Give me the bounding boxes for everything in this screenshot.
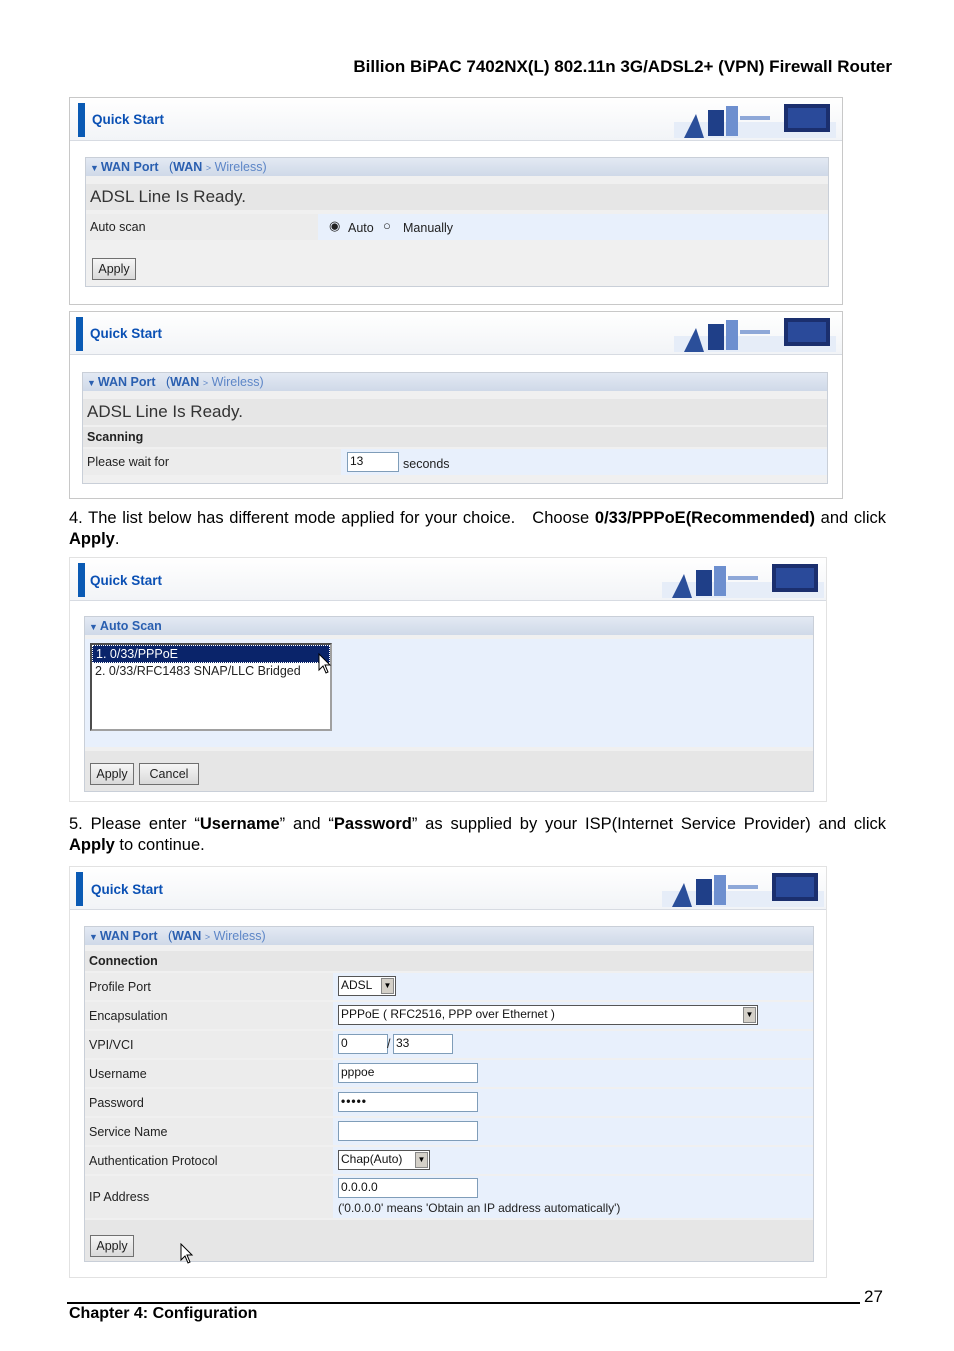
quick-start-screen-scanning — [69, 311, 843, 499]
mouse-pointer-icon — [180, 1243, 194, 1265]
step4-bold-choice: 0/33/PPPoE(Recommended) — [594, 509, 815, 527]
step5-text-2: ” and “ — [279, 815, 334, 833]
step4-text-mid: and click — [814, 509, 891, 527]
service-name-label: Service Name — [89, 1125, 168, 1139]
scanning-label: Scanning — [87, 430, 144, 444]
connection-row — [85, 951, 813, 971]
breadcrumb-separator: > — [205, 163, 212, 173]
manually-radio[interactable]: ○ — [383, 218, 391, 233]
breadcrumb-separator: > — [204, 932, 211, 942]
profile-port-value: ADSL — [341, 978, 373, 992]
breadcrumb-wireless[interactable]: Wireless — [211, 375, 260, 389]
breadcrumb-open: ( — [167, 929, 173, 943]
username-row — [85, 1060, 813, 1087]
vpivci-row — [85, 1031, 813, 1058]
password-input[interactable]: ••••• — [338, 1092, 478, 1112]
cancel-button[interactable]: Cancel — [139, 763, 199, 785]
network-banner-icon — [674, 316, 836, 352]
header-accent-bar — [78, 563, 85, 597]
breadcrumb-open: ( — [168, 160, 174, 174]
password-label: Password — [89, 1096, 144, 1110]
profile-port-select[interactable] — [338, 976, 396, 996]
ip-address-hint: ('0.0.0.0' means 'Obtain an IP address automatically') — [338, 1201, 621, 1215]
apply-button[interactable]: Apply — [90, 1235, 134, 1257]
username-label: Username — [89, 1067, 147, 1081]
step4-text-start: 4. The list below has different mode applied for your choice. Choose — [69, 509, 595, 527]
step-5-instruction — [69, 814, 886, 856]
quick-start-header — [70, 558, 826, 601]
quick-start-screen-pppoe — [69, 866, 827, 1278]
quick-start-title: Quick Start — [90, 326, 163, 341]
quick-start-header — [70, 312, 842, 355]
dropdown-arrow-icon[interactable]: ▼ — [381, 978, 394, 994]
footer-divider — [67, 1302, 860, 1304]
quick-start-title: Quick Start — [91, 882, 164, 897]
button-bar — [85, 1220, 813, 1261]
breadcrumb-close: ) — [261, 929, 266, 943]
step5-bold-username: Username — [199, 815, 280, 833]
breadcrumb-wireless[interactable]: Wireless — [213, 929, 262, 943]
quick-start-title: Quick Start — [92, 112, 165, 127]
step5-text-4: to continue. — [114, 836, 205, 854]
quick-start-header — [70, 98, 842, 141]
step-4-instruction — [69, 508, 891, 550]
scanning-row — [83, 427, 827, 447]
auth-protocol-row — [85, 1147, 813, 1174]
network-banner-icon — [662, 871, 824, 907]
service-name-input[interactable] — [338, 1121, 478, 1141]
ip-address-row — [85, 1176, 813, 1218]
quick-start-title: Quick Start — [90, 573, 163, 588]
auto-option-label: Auto — [348, 221, 374, 235]
auto-radio[interactable]: ◉ — [329, 218, 341, 233]
breadcrumb-wireless[interactable]: Wireless — [214, 160, 263, 174]
auto-scan-row — [86, 214, 828, 240]
header-accent-bar — [76, 317, 83, 351]
section-header — [86, 158, 828, 176]
header-accent-bar — [76, 872, 83, 906]
apply-button[interactable]: Apply — [92, 258, 136, 280]
username-input[interactable]: pppoe — [338, 1063, 478, 1083]
auto-scan-panel — [84, 616, 814, 792]
seconds-countdown-field: 13 — [347, 452, 399, 472]
breadcrumb-open: ( — [165, 375, 171, 389]
wan-port-panel — [85, 157, 829, 287]
breadcrumb-wan[interactable]: WAN — [173, 160, 203, 174]
auth-protocol-label: Authentication Protocol — [89, 1154, 218, 1168]
auth-protocol-select[interactable] — [338, 1150, 430, 1170]
dropdown-arrow-icon[interactable]: ▼ — [743, 1007, 756, 1023]
collapse-triangle-icon[interactable]: ▼ — [87, 378, 96, 388]
wan-port-label: WAN Port — [97, 375, 156, 389]
step5-bold-password: Password — [333, 815, 412, 833]
list-item[interactable]: 1. 0/33/PPPoE — [92, 645, 330, 663]
step4-bold-apply: Apply — [69, 530, 115, 548]
breadcrumb-separator: > — [202, 378, 209, 388]
adsl-status: ADSL Line Is Ready. — [87, 402, 243, 421]
status-row — [86, 184, 828, 210]
wan-port-label: WAN Port — [99, 929, 158, 943]
please-wait-label: Please wait for — [87, 455, 169, 469]
ip-address-label: IP Address — [89, 1190, 150, 1204]
password-row — [85, 1089, 813, 1116]
encapsulation-label: Encapsulation — [89, 1009, 168, 1023]
section-header — [83, 373, 827, 391]
breadcrumb-close: ) — [262, 160, 267, 174]
adsl-status: ADSL Line Is Ready. — [90, 187, 246, 206]
header-accent-bar — [78, 103, 85, 137]
wan-port-panel — [84, 926, 814, 1262]
connection-label: Connection — [89, 954, 158, 968]
quick-start-screen-auto-scan — [69, 97, 843, 305]
step5-bold-apply: Apply — [69, 836, 115, 854]
manually-option-label: Manually — [403, 221, 454, 235]
collapse-triangle-icon[interactable]: ▼ — [90, 163, 99, 173]
profile-port-row — [85, 973, 813, 1000]
quick-start-screen-auto-scan-list — [69, 557, 827, 802]
wait-row — [83, 449, 827, 475]
auto-scan-title: Auto Scan — [99, 619, 162, 633]
breadcrumb-wan[interactable]: WAN — [170, 375, 200, 389]
mode-listbox[interactable] — [90, 643, 332, 731]
step5-text-3: ” as supplied by your ISP(Internet Service Provider) and click — [411, 815, 886, 833]
breadcrumb-close: ) — [259, 375, 264, 389]
service-name-row — [85, 1118, 813, 1145]
step4-text-end: . — [114, 530, 120, 548]
step5-text-1: 5. Please enter “ — [69, 815, 200, 833]
network-banner-icon — [662, 562, 824, 598]
dropdown-arrow-icon[interactable]: ▼ — [415, 1152, 428, 1168]
network-banner-icon — [674, 102, 836, 138]
encapsulation-row — [85, 1002, 813, 1029]
wan-port-panel — [82, 372, 828, 484]
mouse-pointer-icon — [318, 653, 332, 675]
encapsulation-select[interactable] — [338, 1005, 758, 1025]
quick-start-header — [70, 867, 826, 910]
collapse-triangle-icon[interactable]: ▼ — [89, 932, 98, 942]
status-row — [83, 399, 827, 425]
vpi-input[interactable]: 0 — [338, 1034, 388, 1054]
encapsulation-value: PPPoE ( RFC2516, PPP over Ethernet ) — [341, 1007, 555, 1021]
section-header — [85, 927, 813, 945]
list-item[interactable]: 2. 0/33/RFC1483 SNAP/LLC Bridged — [95, 664, 301, 678]
vpivci-slash: / — [387, 1037, 391, 1051]
seconds-label: seconds — [403, 457, 450, 471]
page-number: 27 — [864, 1287, 883, 1306]
collapse-triangle-icon[interactable]: ▼ — [89, 622, 98, 632]
profile-port-label: Profile Port — [89, 980, 151, 994]
auth-protocol-value: Chap(Auto) — [341, 1152, 403, 1166]
ip-address-input[interactable]: 0.0.0.0 — [338, 1178, 478, 1198]
breadcrumb-wan[interactable]: WAN — [172, 929, 202, 943]
vci-input[interactable]: 33 — [393, 1034, 453, 1054]
document-header-title: Billion BiPAC 7402NX(L) 802.11n 3G/ADSL2+ (VPN) Firewall Router — [353, 57, 892, 76]
auto-scan-label: Auto scan — [90, 220, 146, 234]
vpivci-label: VPI/VCI — [89, 1038, 134, 1052]
apply-button[interactable]: Apply — [90, 763, 134, 785]
wan-port-label: WAN Port — [100, 160, 159, 174]
section-header — [85, 617, 813, 635]
footer-chapter: Chapter 4: Configuration — [69, 1305, 258, 1322]
